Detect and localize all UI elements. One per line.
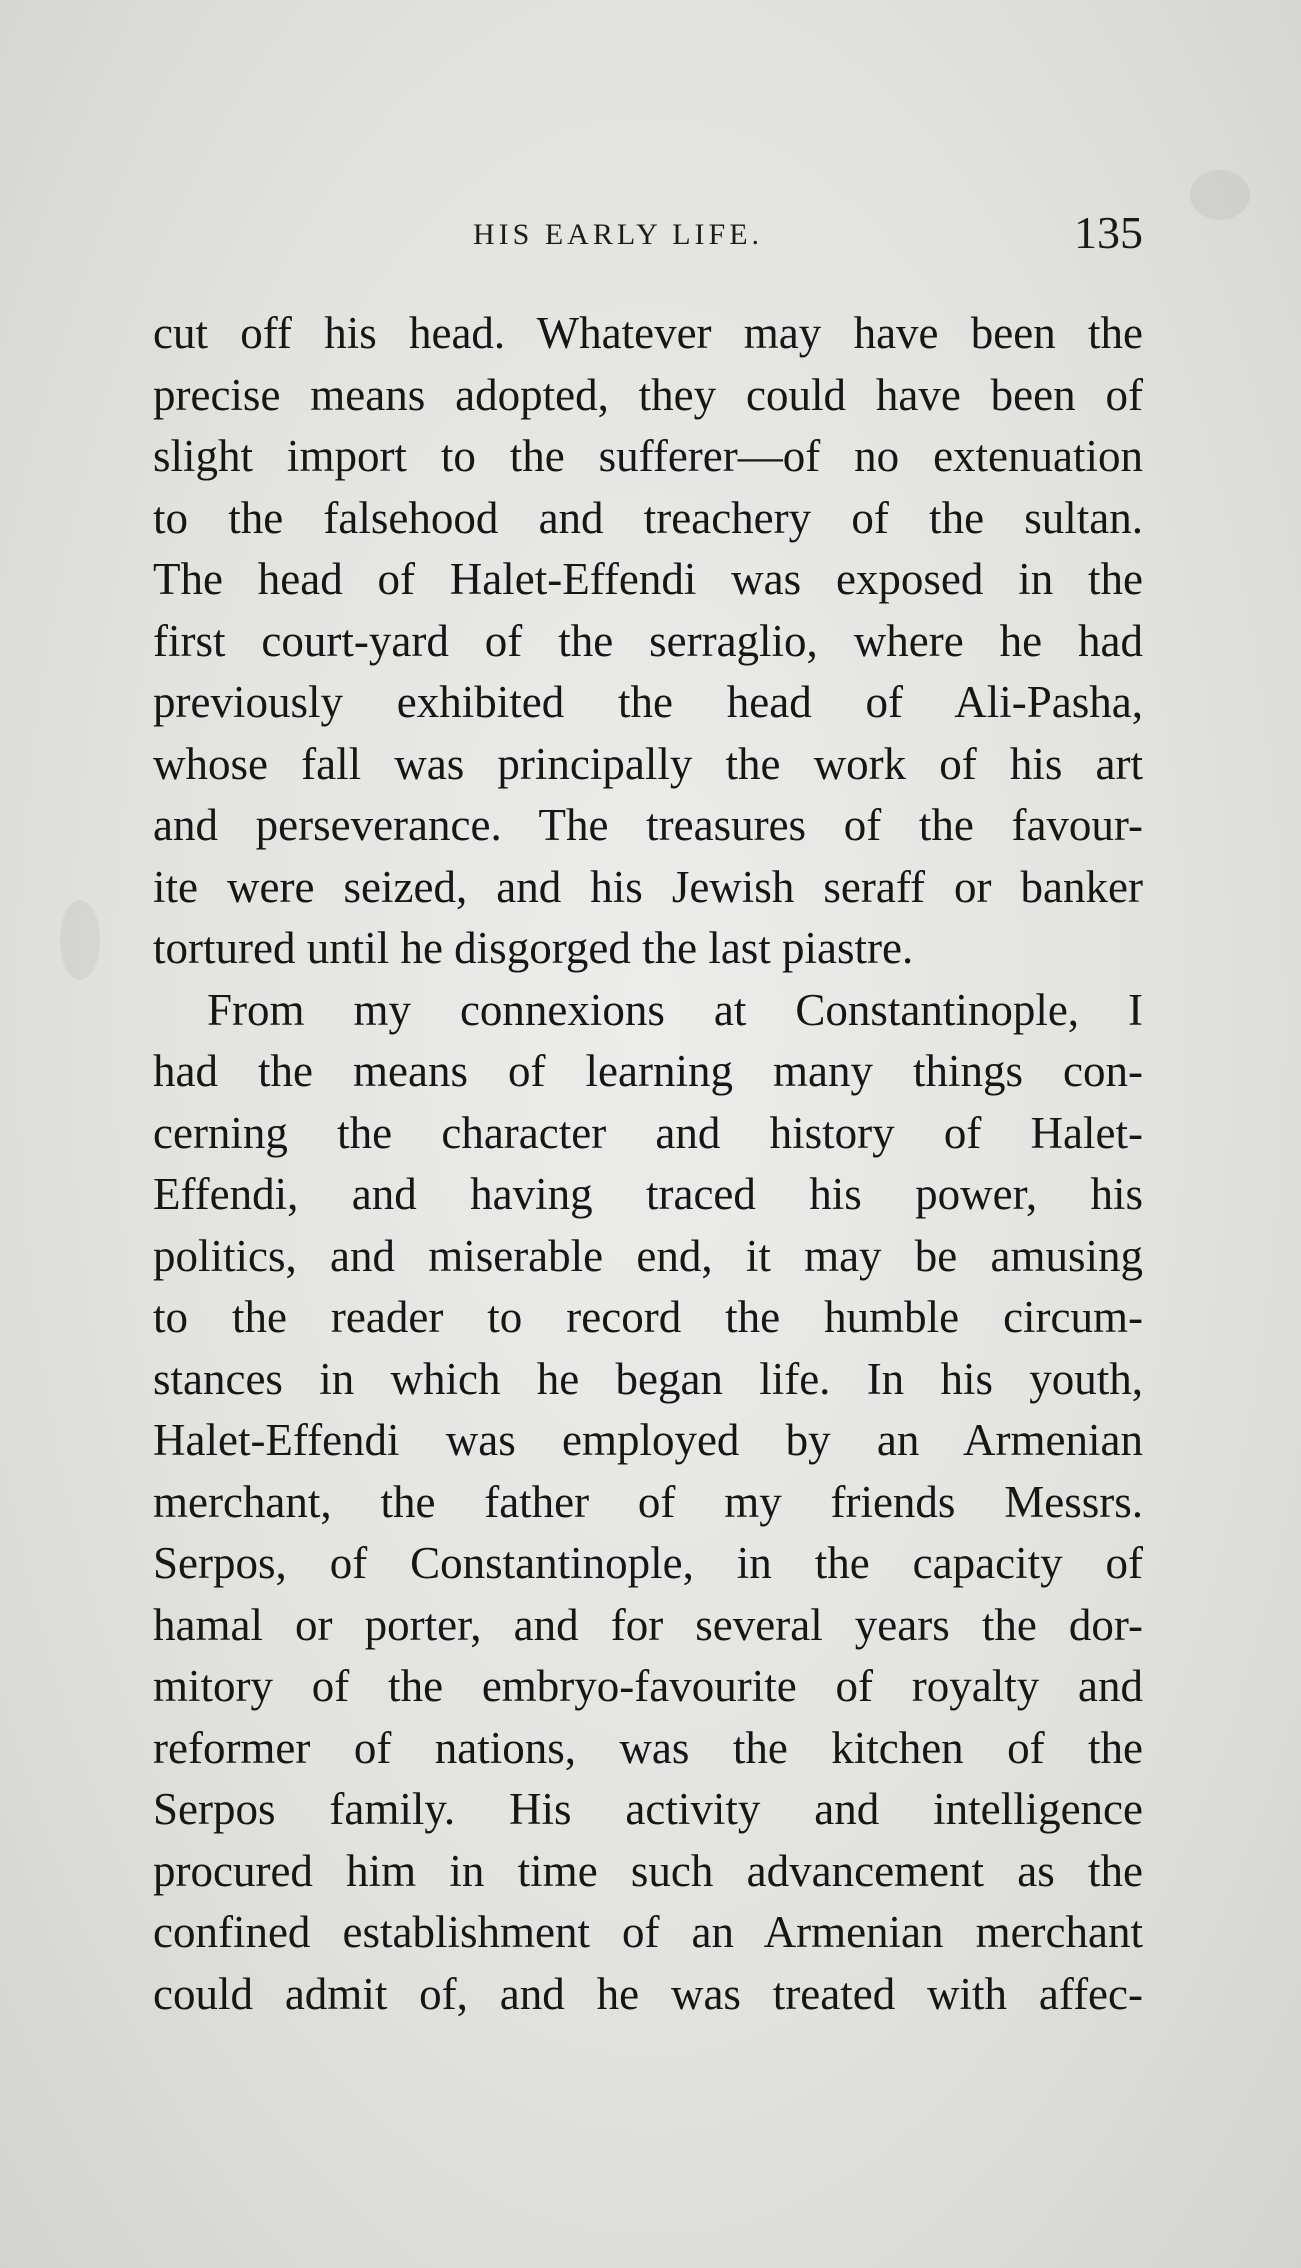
text-line: Effendi, and having traced his power, his <box>153 1169 1143 1219</box>
text-line: to the reader to record the humble circum- <box>153 1292 1143 1342</box>
text-line: whose fall was principally the work of his art <box>153 738 1143 789</box>
text-line: cerning the character and history of Halet- <box>153 1107 1143 1158</box>
text-line: could admit of, and he was treated with affec- <box>153 1968 1143 2019</box>
text-line: From my connexions at Constantinople, I <box>207 984 1143 1035</box>
text-line: first court-yard of the serraglio, where he had <box>153 615 1143 666</box>
text-line: Serpos family. His activity and intelligence <box>153 1784 1143 1834</box>
text-line: had the means of learning many things con- <box>153 1046 1143 1096</box>
text-line: cut off his head. Whatever may have been the <box>153 308 1143 358</box>
text-line: merchant, the father of my friends Messrs. <box>153 1476 1143 1527</box>
text-line: stances in which he began life. In his youth, <box>153 1353 1143 1404</box>
page-header <box>153 206 1143 266</box>
text-line: slight import to the sufferer—of no extenuation <box>153 431 1143 481</box>
text-line: precise means adopted, they could have been of <box>153 369 1143 420</box>
text-line: and perseverance. The treasures of the favour- <box>153 800 1143 850</box>
page-number: 135 <box>1074 207 1143 258</box>
text-line: mitory of the embryo-favourite of royalty and <box>153 1661 1143 1711</box>
text-line: reformer of nations, was the kitchen of the <box>153 1722 1143 1773</box>
text-line: to the falsehood and treachery of the sultan. <box>153 492 1143 543</box>
text-line: The head of Halet-Effendi was exposed in the <box>153 554 1143 604</box>
paper-stain <box>1190 170 1250 220</box>
text-line: procured him in time such advancement as the <box>153 1845 1143 1896</box>
text-line: politics, and miserable end, it may be amusing <box>153 1230 1143 1281</box>
text-line: Serpos, of Constantinople, in the capacity of <box>153 1538 1143 1588</box>
paper-stain <box>60 900 100 980</box>
body-text <box>153 303 1143 2025</box>
text-line: Halet-Effendi was employed by an Armenian <box>153 1415 1143 1465</box>
text-line: previously exhibited the head of Ali-Pasha, <box>153 677 1143 727</box>
text-line: hamal or porter, and for several years the dor- <box>153 1599 1143 1650</box>
text-line: ite were seized, and his Jewish seraff or banker <box>153 861 1143 912</box>
text-line: tortured until he disgorged the last piastre. <box>153 923 914 973</box>
text-line: confined establishment of an Armenian merchant <box>153 1907 1143 1957</box>
running-head: HIS EARLY LIFE. <box>473 218 764 251</box>
